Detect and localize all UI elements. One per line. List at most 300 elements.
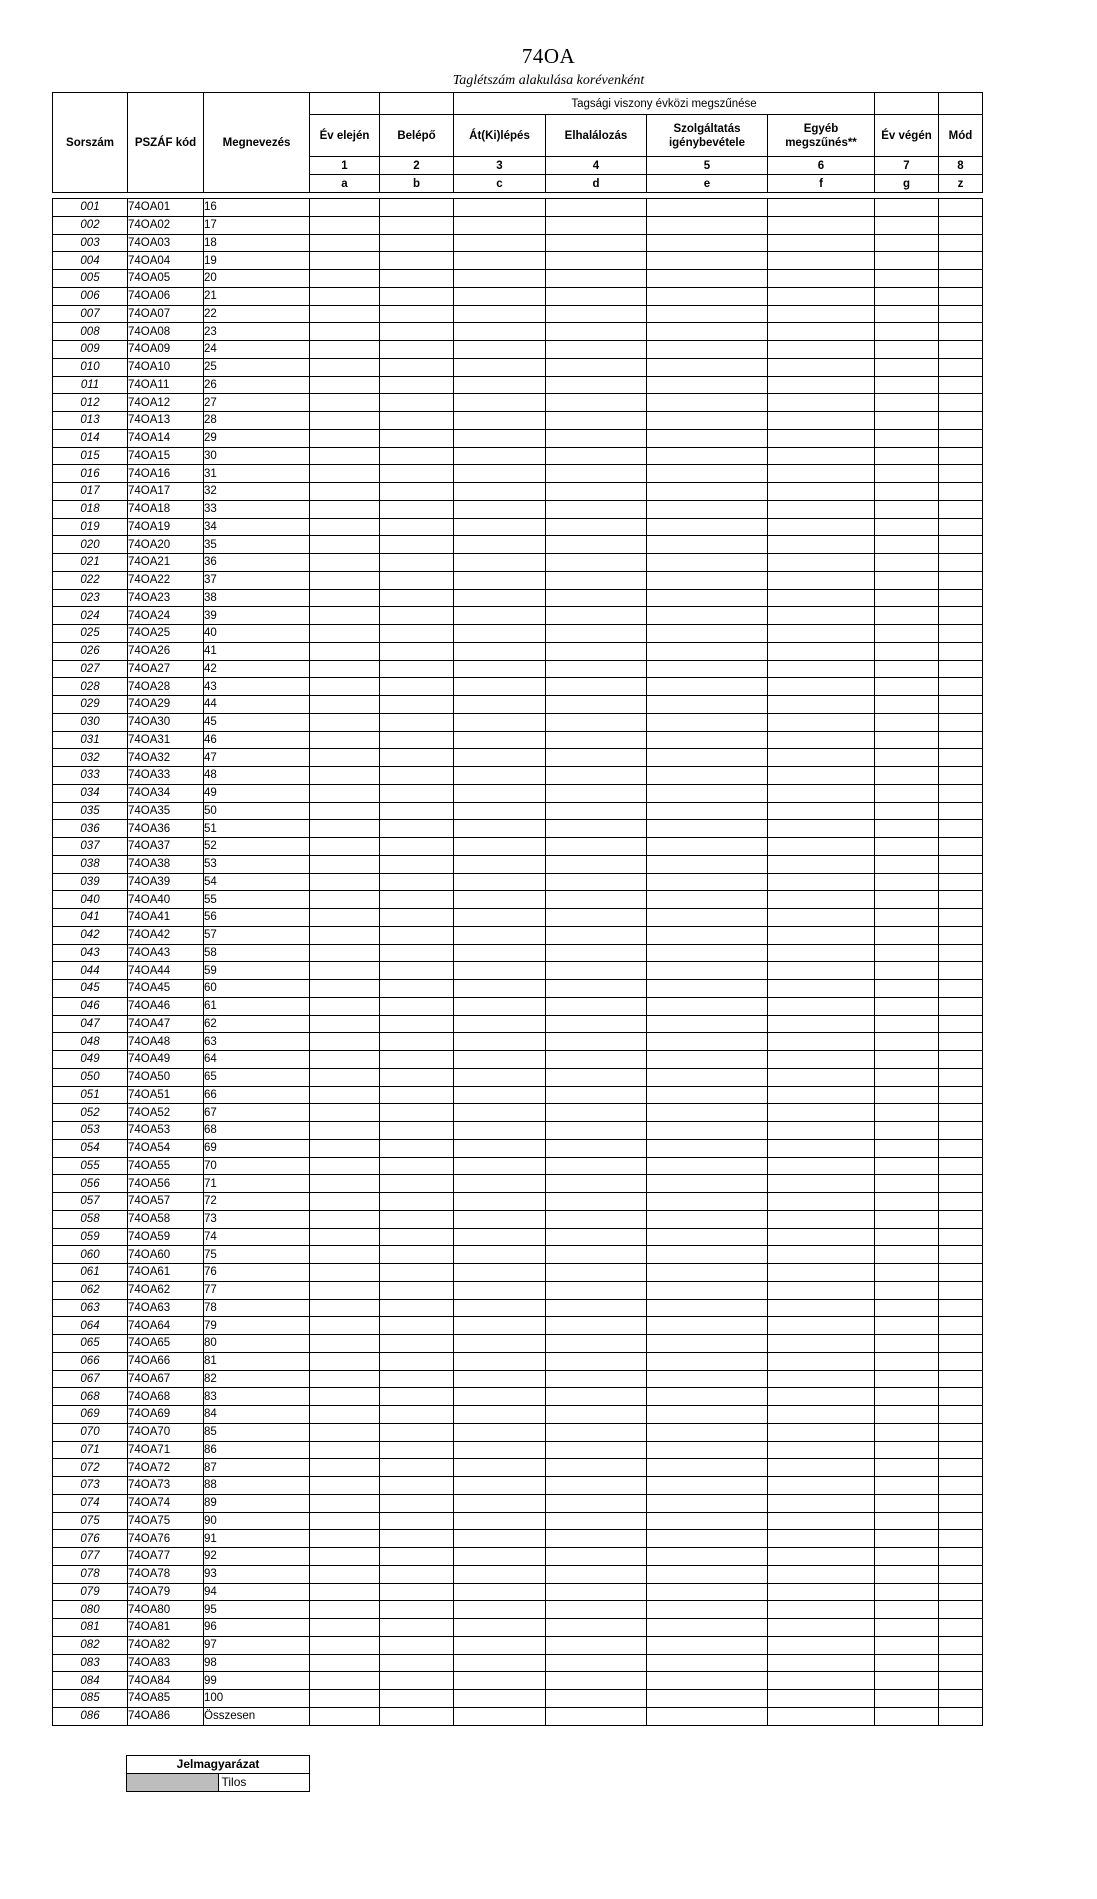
data-cell[interactable] — [647, 1565, 768, 1583]
data-cell[interactable] — [939, 1210, 983, 1228]
data-cell[interactable] — [647, 1370, 768, 1388]
data-cell[interactable] — [875, 1565, 939, 1583]
data-cell[interactable] — [939, 944, 983, 962]
data-cell[interactable] — [454, 429, 546, 447]
data-cell[interactable] — [768, 1246, 875, 1264]
data-cell[interactable] — [647, 767, 768, 785]
data-cell[interactable] — [380, 678, 454, 696]
data-cell[interactable] — [380, 1228, 454, 1246]
data-cell[interactable] — [310, 944, 380, 962]
data-cell[interactable] — [546, 323, 647, 341]
data-cell[interactable] — [939, 607, 983, 625]
data-cell[interactable] — [647, 997, 768, 1015]
data-cell[interactable] — [647, 447, 768, 465]
data-cell[interactable] — [647, 891, 768, 909]
data-cell[interactable] — [546, 802, 647, 820]
data-cell[interactable] — [768, 518, 875, 536]
data-cell[interactable] — [546, 1619, 647, 1637]
data-cell[interactable] — [768, 483, 875, 501]
data-cell[interactable] — [647, 1672, 768, 1690]
data-cell[interactable] — [454, 1388, 546, 1406]
data-cell[interactable] — [546, 678, 647, 696]
data-cell[interactable] — [768, 1548, 875, 1566]
data-cell[interactable] — [939, 412, 983, 430]
data-cell[interactable] — [875, 1104, 939, 1122]
data-cell[interactable] — [310, 1317, 380, 1335]
data-cell[interactable] — [310, 1636, 380, 1654]
data-cell[interactable] — [768, 1672, 875, 1690]
data-cell[interactable] — [768, 571, 875, 589]
data-cell[interactable] — [939, 589, 983, 607]
data-cell[interactable] — [647, 642, 768, 660]
data-cell[interactable] — [939, 642, 983, 660]
data-cell[interactable] — [546, 376, 647, 394]
data-cell[interactable] — [310, 1583, 380, 1601]
data-cell[interactable] — [768, 1051, 875, 1069]
data-cell[interactable] — [380, 909, 454, 927]
data-cell[interactable] — [768, 1299, 875, 1317]
data-cell[interactable] — [939, 199, 983, 217]
data-cell[interactable] — [768, 696, 875, 714]
data-cell[interactable] — [875, 1690, 939, 1708]
data-cell[interactable] — [647, 234, 768, 252]
data-cell[interactable] — [380, 234, 454, 252]
data-cell[interactable] — [454, 1015, 546, 1033]
data-cell[interactable] — [546, 1317, 647, 1335]
data-cell[interactable] — [768, 1139, 875, 1157]
data-cell[interactable] — [939, 713, 983, 731]
data-cell[interactable] — [875, 1335, 939, 1353]
data-cell[interactable] — [310, 1068, 380, 1086]
data-cell[interactable] — [380, 376, 454, 394]
data-cell[interactable] — [768, 376, 875, 394]
data-cell[interactable] — [310, 767, 380, 785]
data-cell[interactable] — [546, 607, 647, 625]
data-cell[interactable] — [546, 589, 647, 607]
data-cell[interactable] — [875, 909, 939, 927]
data-cell[interactable] — [380, 1477, 454, 1495]
data-cell[interactable] — [454, 1104, 546, 1122]
data-cell[interactable] — [647, 838, 768, 856]
data-cell[interactable] — [939, 1015, 983, 1033]
data-cell[interactable] — [875, 784, 939, 802]
data-cell[interactable] — [875, 696, 939, 714]
data-cell[interactable] — [647, 1601, 768, 1619]
data-cell[interactable] — [939, 287, 983, 305]
data-cell[interactable] — [768, 873, 875, 891]
data-cell[interactable] — [768, 1281, 875, 1299]
data-cell[interactable] — [546, 1051, 647, 1069]
data-cell[interactable] — [939, 820, 983, 838]
data-cell[interactable] — [310, 1707, 380, 1725]
data-cell[interactable] — [875, 500, 939, 518]
data-cell[interactable] — [875, 926, 939, 944]
data-cell[interactable] — [875, 1441, 939, 1459]
data-cell[interactable] — [310, 713, 380, 731]
data-cell[interactable] — [647, 1051, 768, 1069]
data-cell[interactable] — [939, 1068, 983, 1086]
data-cell[interactable] — [768, 678, 875, 696]
data-cell[interactable] — [310, 1210, 380, 1228]
data-cell[interactable] — [875, 1654, 939, 1672]
data-cell[interactable] — [939, 429, 983, 447]
data-cell[interactable] — [546, 1672, 647, 1690]
data-cell[interactable] — [380, 1548, 454, 1566]
data-cell[interactable] — [939, 536, 983, 554]
data-cell[interactable] — [454, 1264, 546, 1282]
data-cell[interactable] — [939, 1299, 983, 1317]
data-cell[interactable] — [546, 412, 647, 430]
data-cell[interactable] — [939, 980, 983, 998]
data-cell[interactable] — [875, 429, 939, 447]
data-cell[interactable] — [875, 802, 939, 820]
data-cell[interactable] — [875, 873, 939, 891]
data-cell[interactable] — [546, 660, 647, 678]
data-cell[interactable] — [939, 1370, 983, 1388]
data-cell[interactable] — [939, 873, 983, 891]
data-cell[interactable] — [546, 216, 647, 234]
data-cell[interactable] — [647, 1317, 768, 1335]
data-cell[interactable] — [546, 1477, 647, 1495]
data-cell[interactable] — [380, 1281, 454, 1299]
data-cell[interactable] — [875, 447, 939, 465]
data-cell[interactable] — [380, 412, 454, 430]
data-cell[interactable] — [310, 749, 380, 767]
data-cell[interactable] — [647, 1122, 768, 1140]
data-cell[interactable] — [310, 1051, 380, 1069]
data-cell[interactable] — [768, 465, 875, 483]
data-cell[interactable] — [454, 767, 546, 785]
data-cell[interactable] — [380, 216, 454, 234]
data-cell[interactable] — [875, 1406, 939, 1424]
data-cell[interactable] — [454, 571, 546, 589]
data-cell[interactable] — [454, 1210, 546, 1228]
data-cell[interactable] — [939, 1654, 983, 1672]
data-cell[interactable] — [454, 820, 546, 838]
data-cell[interactable] — [310, 429, 380, 447]
data-cell[interactable] — [875, 536, 939, 554]
data-cell[interactable] — [454, 713, 546, 731]
data-cell[interactable] — [768, 358, 875, 376]
data-cell[interactable] — [939, 1193, 983, 1211]
data-cell[interactable] — [939, 625, 983, 643]
data-cell[interactable] — [939, 1104, 983, 1122]
data-cell[interactable] — [875, 838, 939, 856]
data-cell[interactable] — [647, 660, 768, 678]
data-cell[interactable] — [546, 536, 647, 554]
data-cell[interactable] — [380, 1406, 454, 1424]
data-cell[interactable] — [380, 1139, 454, 1157]
data-cell[interactable] — [546, 447, 647, 465]
data-cell[interactable] — [768, 1370, 875, 1388]
data-cell[interactable] — [768, 1512, 875, 1530]
data-cell[interactable] — [310, 465, 380, 483]
data-cell[interactable] — [380, 1494, 454, 1512]
data-cell[interactable] — [454, 1707, 546, 1725]
data-cell[interactable] — [454, 696, 546, 714]
data-cell[interactable] — [647, 1707, 768, 1725]
data-cell[interactable] — [310, 252, 380, 270]
data-cell[interactable] — [875, 767, 939, 785]
data-cell[interactable] — [380, 962, 454, 980]
data-cell[interactable] — [454, 412, 546, 430]
data-cell[interactable] — [939, 465, 983, 483]
data-cell[interactable] — [380, 305, 454, 323]
data-cell[interactable] — [647, 802, 768, 820]
data-cell[interactable] — [939, 802, 983, 820]
data-cell[interactable] — [546, 518, 647, 536]
data-cell[interactable] — [768, 944, 875, 962]
data-cell[interactable] — [768, 287, 875, 305]
data-cell[interactable] — [380, 536, 454, 554]
data-cell[interactable] — [380, 1317, 454, 1335]
data-cell[interactable] — [875, 270, 939, 288]
data-cell[interactable] — [939, 376, 983, 394]
data-cell[interactable] — [939, 1565, 983, 1583]
data-cell[interactable] — [875, 820, 939, 838]
data-cell[interactable] — [939, 1636, 983, 1654]
data-cell[interactable] — [647, 1388, 768, 1406]
data-cell[interactable] — [768, 216, 875, 234]
data-cell[interactable] — [768, 1690, 875, 1708]
data-cell[interactable] — [454, 1299, 546, 1317]
data-cell[interactable] — [647, 394, 768, 412]
data-cell[interactable] — [768, 820, 875, 838]
data-cell[interactable] — [546, 483, 647, 501]
data-cell[interactable] — [768, 199, 875, 217]
data-cell[interactable] — [647, 1104, 768, 1122]
data-cell[interactable] — [380, 483, 454, 501]
data-cell[interactable] — [380, 1707, 454, 1725]
data-cell[interactable] — [454, 1246, 546, 1264]
data-cell[interactable] — [939, 962, 983, 980]
data-cell[interactable] — [875, 571, 939, 589]
data-cell[interactable] — [875, 216, 939, 234]
data-cell[interactable] — [875, 1068, 939, 1086]
data-cell[interactable] — [647, 855, 768, 873]
data-cell[interactable] — [380, 767, 454, 785]
data-cell[interactable] — [454, 749, 546, 767]
data-cell[interactable] — [380, 1530, 454, 1548]
data-cell[interactable] — [768, 838, 875, 856]
data-cell[interactable] — [647, 1619, 768, 1637]
data-cell[interactable] — [454, 216, 546, 234]
data-cell[interactable] — [310, 1619, 380, 1637]
data-cell[interactable] — [310, 1299, 380, 1317]
data-cell[interactable] — [939, 838, 983, 856]
data-cell[interactable] — [768, 1583, 875, 1601]
data-cell[interactable] — [546, 1548, 647, 1566]
data-cell[interactable] — [875, 1707, 939, 1725]
data-cell[interactable] — [310, 1530, 380, 1548]
data-cell[interactable] — [380, 1654, 454, 1672]
data-cell[interactable] — [768, 341, 875, 359]
data-cell[interactable] — [310, 802, 380, 820]
data-cell[interactable] — [454, 1317, 546, 1335]
data-cell[interactable] — [310, 1086, 380, 1104]
data-cell[interactable] — [454, 1175, 546, 1193]
data-cell[interactable] — [647, 429, 768, 447]
data-cell[interactable] — [310, 1175, 380, 1193]
data-cell[interactable] — [875, 412, 939, 430]
data-cell[interactable] — [380, 855, 454, 873]
data-cell[interactable] — [647, 1459, 768, 1477]
data-cell[interactable] — [875, 1122, 939, 1140]
data-cell[interactable] — [939, 926, 983, 944]
data-cell[interactable] — [875, 1264, 939, 1282]
data-cell[interactable] — [875, 1246, 939, 1264]
data-cell[interactable] — [380, 1264, 454, 1282]
data-cell[interactable] — [310, 270, 380, 288]
data-cell[interactable] — [380, 1636, 454, 1654]
data-cell[interactable] — [310, 1601, 380, 1619]
data-cell[interactable] — [939, 1672, 983, 1690]
data-cell[interactable] — [380, 1086, 454, 1104]
data-cell[interactable] — [875, 1512, 939, 1530]
data-cell[interactable] — [546, 1370, 647, 1388]
data-cell[interactable] — [875, 1370, 939, 1388]
data-cell[interactable] — [768, 642, 875, 660]
data-cell[interactable] — [380, 607, 454, 625]
data-cell[interactable] — [454, 855, 546, 873]
data-cell[interactable] — [647, 287, 768, 305]
data-cell[interactable] — [454, 1459, 546, 1477]
data-cell[interactable] — [768, 1157, 875, 1175]
data-cell[interactable] — [380, 1122, 454, 1140]
data-cell[interactable] — [875, 1601, 939, 1619]
data-cell[interactable] — [875, 1423, 939, 1441]
data-cell[interactable] — [768, 749, 875, 767]
data-cell[interactable] — [454, 1139, 546, 1157]
data-cell[interactable] — [939, 1690, 983, 1708]
data-cell[interactable] — [380, 1246, 454, 1264]
data-cell[interactable] — [380, 873, 454, 891]
data-cell[interactable] — [454, 1193, 546, 1211]
data-cell[interactable] — [310, 1228, 380, 1246]
data-cell[interactable] — [875, 1388, 939, 1406]
data-cell[interactable] — [768, 270, 875, 288]
data-cell[interactable] — [939, 341, 983, 359]
data-cell[interactable] — [380, 287, 454, 305]
data-cell[interactable] — [875, 678, 939, 696]
data-cell[interactable] — [380, 696, 454, 714]
data-cell[interactable] — [310, 341, 380, 359]
data-cell[interactable] — [310, 1441, 380, 1459]
data-cell[interactable] — [546, 980, 647, 998]
data-cell[interactable] — [768, 1228, 875, 1246]
data-cell[interactable] — [454, 1477, 546, 1495]
data-cell[interactable] — [454, 660, 546, 678]
data-cell[interactable] — [939, 1228, 983, 1246]
data-cell[interactable] — [310, 554, 380, 572]
data-cell[interactable] — [454, 678, 546, 696]
data-cell[interactable] — [939, 1530, 983, 1548]
data-cell[interactable] — [310, 589, 380, 607]
data-cell[interactable] — [310, 500, 380, 518]
data-cell[interactable] — [380, 660, 454, 678]
data-cell[interactable] — [380, 1033, 454, 1051]
data-cell[interactable] — [310, 607, 380, 625]
data-cell[interactable] — [454, 270, 546, 288]
data-cell[interactable] — [380, 1104, 454, 1122]
data-cell[interactable] — [647, 1690, 768, 1708]
data-cell[interactable] — [454, 1068, 546, 1086]
data-cell[interactable] — [546, 1565, 647, 1583]
data-cell[interactable] — [768, 784, 875, 802]
data-cell[interactable] — [875, 962, 939, 980]
data-cell[interactable] — [768, 1530, 875, 1548]
data-cell[interactable] — [647, 1015, 768, 1033]
data-cell[interactable] — [546, 784, 647, 802]
data-cell[interactable] — [454, 962, 546, 980]
data-cell[interactable] — [875, 589, 939, 607]
data-cell[interactable] — [310, 571, 380, 589]
data-cell[interactable] — [546, 1530, 647, 1548]
data-cell[interactable] — [454, 1654, 546, 1672]
data-cell[interactable] — [546, 1104, 647, 1122]
data-cell[interactable] — [647, 962, 768, 980]
data-cell[interactable] — [647, 518, 768, 536]
data-cell[interactable] — [310, 323, 380, 341]
data-cell[interactable] — [768, 1423, 875, 1441]
data-cell[interactable] — [875, 1281, 939, 1299]
data-cell[interactable] — [768, 1441, 875, 1459]
data-cell[interactable] — [310, 199, 380, 217]
data-cell[interactable] — [875, 1228, 939, 1246]
data-cell[interactable] — [454, 394, 546, 412]
data-cell[interactable] — [768, 980, 875, 998]
data-cell[interactable] — [380, 749, 454, 767]
data-cell[interactable] — [310, 909, 380, 927]
data-cell[interactable] — [310, 412, 380, 430]
data-cell[interactable] — [310, 1122, 380, 1140]
data-cell[interactable] — [939, 1281, 983, 1299]
data-cell[interactable] — [310, 483, 380, 501]
data-cell[interactable] — [454, 199, 546, 217]
data-cell[interactable] — [380, 1210, 454, 1228]
data-cell[interactable] — [768, 891, 875, 909]
data-cell[interactable] — [939, 1707, 983, 1725]
data-cell[interactable] — [380, 1370, 454, 1388]
data-cell[interactable] — [310, 536, 380, 554]
data-cell[interactable] — [310, 1246, 380, 1264]
data-cell[interactable] — [875, 376, 939, 394]
data-cell[interactable] — [380, 997, 454, 1015]
data-cell[interactable] — [875, 660, 939, 678]
data-cell[interactable] — [939, 1619, 983, 1637]
data-cell[interactable] — [875, 1193, 939, 1211]
data-cell[interactable] — [310, 1264, 380, 1282]
data-cell[interactable] — [454, 1441, 546, 1459]
data-cell[interactable] — [380, 465, 454, 483]
data-cell[interactable] — [768, 252, 875, 270]
data-cell[interactable] — [454, 1601, 546, 1619]
data-cell[interactable] — [546, 838, 647, 856]
data-cell[interactable] — [647, 500, 768, 518]
data-cell[interactable] — [647, 305, 768, 323]
data-cell[interactable] — [647, 199, 768, 217]
data-cell[interactable] — [768, 447, 875, 465]
data-cell[interactable] — [939, 731, 983, 749]
data-cell[interactable] — [647, 696, 768, 714]
data-cell[interactable] — [939, 997, 983, 1015]
data-cell[interactable] — [380, 1388, 454, 1406]
data-cell[interactable] — [768, 997, 875, 1015]
data-cell[interactable] — [647, 1530, 768, 1548]
data-cell[interactable] — [647, 731, 768, 749]
data-cell[interactable] — [939, 1264, 983, 1282]
data-cell[interactable] — [454, 1423, 546, 1441]
